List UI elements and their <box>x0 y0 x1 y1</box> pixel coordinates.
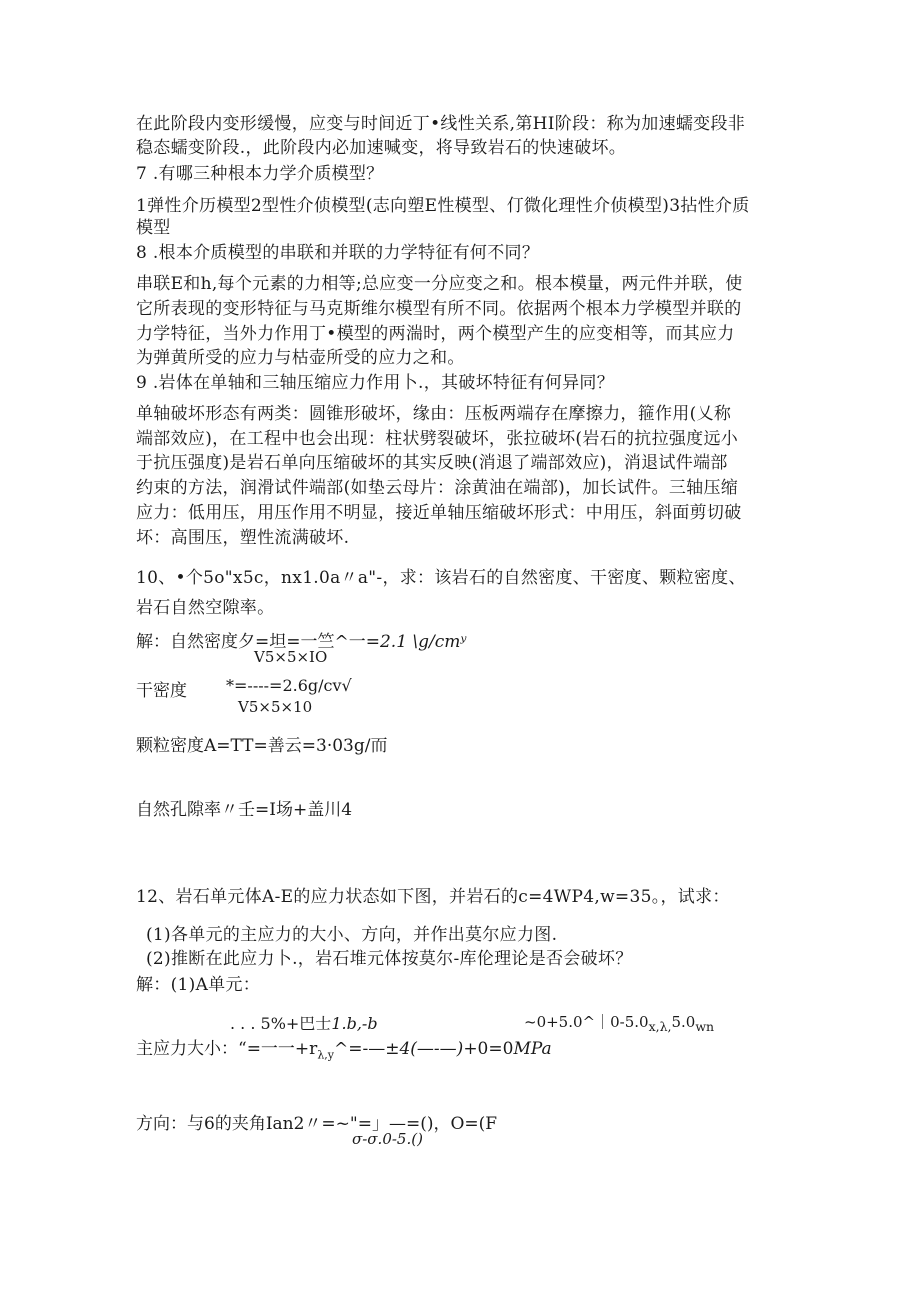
question-12: 12、岩石单元体A-E的应力状态如下图，并岩石的c=4WP4,w=35。，试求： <box>136 887 730 907</box>
direction-formula: 方向：与6的夹角Ian2〃=~"=」—=()，O=(F <box>136 1114 498 1134</box>
question-9: 9 .岩体在单轴和三轴压缩应力作用卜.，其破坏特征有何异同？ <box>136 373 615 393</box>
formula-subscript: wn <box>695 1019 715 1034</box>
formula-denominator: V5×5×10 <box>238 698 313 716</box>
dry-density-formula: *=----=2.6g/cv√ <box>226 676 352 695</box>
text-line: 为弹黄所受的应力与枯壶所受的应力之和。 <box>136 348 465 368</box>
dry-density-label: 干密度 <box>136 681 187 701</box>
formula-part: “=一一+r <box>238 1039 318 1059</box>
sub-question-1: (1)各单元的主应力的大小、方向，并作出莫尔应力图. <box>146 925 558 945</box>
a-unit-formula-left <box>230 1011 378 1034</box>
formula-label: 主应力大小： <box>136 1039 238 1059</box>
formula-label: 解：自然密度夕=坦=一竺^一= <box>136 632 380 652</box>
principal-stress-formula <box>136 1034 552 1061</box>
formula-part: 4(—-—) <box>399 1039 464 1059</box>
formula-part: ~0+5.0^｜0-5.0 <box>524 1013 649 1031</box>
text-line: 1弹性介历模型2型性介侦模型(志向塑E性模型、仃微化理性介侦模型)3拈性介质 <box>136 196 750 216</box>
formula-part: 1.b,-b <box>331 1014 378 1033</box>
question-10: 10、•个5o"x5c，nx1.0a〃a"-，求：该岩石的自然密度、干密度、颗粒密度、 <box>136 568 746 588</box>
formula-part: +0=0 <box>463 1039 514 1059</box>
formula-part: . . . 5%+巴士 <box>230 1014 332 1033</box>
text-line: 串联E和h,每个元素的力相等;总应变一分应变之和。根本模量，两元件并联，使 <box>136 274 743 294</box>
question-7: 7 .有哪三种根本力学介质模型？ <box>136 164 384 184</box>
question-8: 8 .根本介质模型的串联和并联的力学特征有何不同？ <box>136 243 540 263</box>
text-line: 力学特征，当外力作用丁•模型的两湍时，两个模型产生的应变相等，而其应力 <box>136 324 735 344</box>
text-line: 岩石自然空隙率。 <box>136 598 275 618</box>
text-line: 于抗压强度)是岩石单向压缩破坏的其实反映(消退了端部效应)，消退试件端部 <box>136 453 728 473</box>
text-line: 应力：低用压，用压作用不明显，接近单轴压缩破坏形式：中用压，斜面剪切破 <box>136 503 742 523</box>
a-unit-formula-right <box>524 1011 714 1034</box>
text-line: 约束的方法，润滑试件端部(如垫云母片：涂黄油在端部)，加长试件。三轴压缩 <box>136 478 739 498</box>
text-line: 模型 <box>136 218 171 238</box>
formula-subscript: λ,y <box>317 1048 334 1062</box>
sub-question-2: (2)推断在此应力卜.，岩石堆元体按莫尔-库伦理论是否会破坏？ <box>146 949 633 969</box>
text-line: 单轴破坏形态有两类：圆锥形破坏，缘由：压板两端存在摩擦力，箍作用(乂称 <box>136 404 732 424</box>
formula-denominator: σ-σ.0-5.() <box>352 1130 423 1148</box>
text-line: 坏：高围压，塑性流满破坏. <box>136 528 350 548</box>
particle-density-formula: 颗粒密度A=TT=善云=3·03g/而 <box>136 736 388 756</box>
text-line: 在此阶段内变形缓慢，应变与时间近丁•线性关系,第HI阶段：称为加速蠕变段非 <box>136 114 746 134</box>
porosity-formula: 自然孔隙率〃壬=I场+盖川4 <box>136 800 353 820</box>
formula-denominator: V5×5×IO <box>254 648 328 666</box>
formula-part: ^=-—± <box>334 1039 400 1059</box>
solution-label: 解：(1)A单元： <box>136 975 261 995</box>
text-line: 稳态蠕变阶段.，此阶段内必加速喊变，将导致岩石的快速破坏。 <box>136 138 627 158</box>
formula-subscript: x,λ, <box>648 1019 672 1034</box>
formula-value: 2.1 \g/cmʸ <box>379 632 467 652</box>
text-line: 它所表现的变形特征与马克斯维尔模型有所不同。依据两个根本力学模型并联的 <box>136 299 742 319</box>
formula-unit: MPa <box>513 1039 552 1059</box>
formula-part: 5.0 <box>671 1013 696 1031</box>
text-line: 端部效应)，在工程中也会出现：柱状劈裂破坏，张拉破坏(岩石的抗拉强度远小 <box>136 429 739 449</box>
